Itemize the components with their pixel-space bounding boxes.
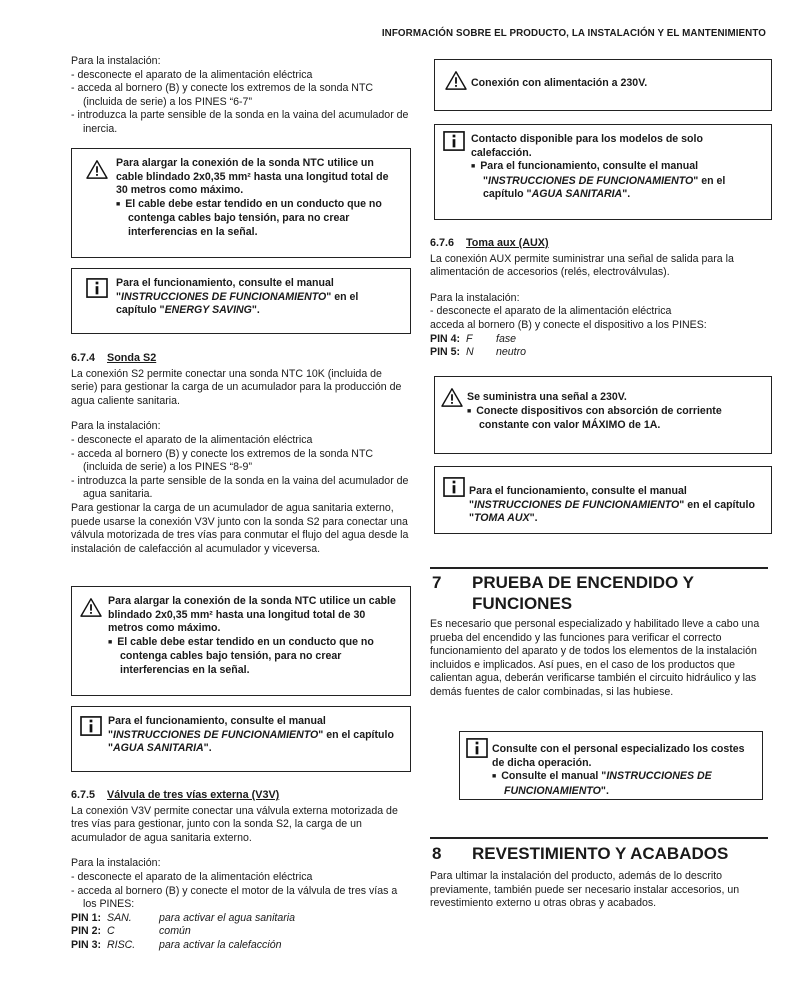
install-step: - acceda al bornero (B) y conecte los extremos de la sonda NTC (incluida de serie) a los PINES “6-7” bbox=[71, 82, 374, 108]
warning-triangle-icon bbox=[86, 159, 108, 179]
section-8-heading: 8 REVESTIMIENTO Y ACABADOS bbox=[432, 844, 729, 863]
install-intro: Para la instalación: bbox=[71, 55, 161, 67]
subsection-heading: 6.7.5 Válvula de tres vías externa (V3V) bbox=[71, 789, 280, 801]
chapter-name: TOMA AUX bbox=[474, 512, 530, 525]
warning-box-signal bbox=[434, 376, 772, 454]
manual-name: INSTRUCCIONES DE FUNCIONAMIENTO bbox=[121, 290, 327, 303]
warning-box-ntc-2 bbox=[71, 586, 411, 696]
subsection-heading: 6.7.6 Toma aux (AUX) bbox=[430, 237, 549, 249]
warning-box-230v bbox=[434, 59, 772, 111]
section-rule bbox=[430, 837, 768, 839]
info-text: Consulte con el personal especializado los costes de dicha operación. bbox=[492, 743, 745, 769]
running-header: INFORMACIÓN SOBRE EL PRODUCTO, LA INSTALACIÓN Y EL MANTENIMIENTO bbox=[381, 28, 766, 39]
info-text: Contacto disponible para los modelos de solo calefacción. bbox=[471, 133, 703, 159]
info-i-icon bbox=[86, 278, 108, 298]
warning-triangle-icon bbox=[80, 597, 102, 617]
paragraph: La conexión S2 permite conectar una sonda NTC 10K (incluida de serie) para gestionar la carga de un acumulador para la producción de agua caliente sanitaria. bbox=[71, 367, 402, 407]
pin-row: PIN 4: F fase bbox=[430, 332, 517, 345]
section-6-7-5 bbox=[71, 789, 411, 953]
install-step: - desconecte el aparato de la alimentación eléctrica bbox=[430, 305, 672, 318]
ntc-install-block bbox=[71, 55, 411, 137]
install-step: - desconecte el aparato de la alimentación eléctrica bbox=[71, 870, 313, 883]
section-rule bbox=[430, 567, 768, 569]
info-bullet: ■ Para el funcionamiento, consulte el manual "INSTRUCCIONES DE FUNCIONAMIENTO" en el capítulo "AGUA SANITARIA". bbox=[471, 160, 761, 202]
chapter-name: ENERGY SAVING bbox=[164, 304, 252, 317]
info-i-icon bbox=[80, 716, 102, 736]
info-box-energy: Para el funcionamiento, consulte el manual "INSTRUCCIONES DE FUNCIONAMIENTO" en el capítulo "ENERGY SAVING". bbox=[71, 268, 411, 334]
paragraph: La conexión V3V permite conectar una válvula externa motorizada de tres vías para gestionar, junto con la sonda S2, la carga de un acumulador de agua sanitaria externo. bbox=[71, 804, 398, 844]
install-step: - desconecte el aparato de la alimentación eléctrica bbox=[71, 433, 313, 446]
manual-name: INSTRUCCIONES DE FUNCIONAMIENTO bbox=[474, 498, 680, 511]
install-intro: Para la instalación: bbox=[430, 291, 520, 304]
info-box-agua: Para el funcionamiento, consulte el manual "INSTRUCCIONES DE FUNCIONAMIENTO" en el capítulo "AGUA SANITARIA". bbox=[71, 706, 411, 772]
warning-bullet: ■ El cable debe estar tendido en un conducto que no contenga cables bajo tensión, para no crear interferencias en la señal. bbox=[108, 636, 400, 678]
info-i-icon bbox=[443, 131, 465, 151]
info-i-icon bbox=[466, 738, 488, 758]
pin-row: PIN 5: N neutro bbox=[430, 346, 527, 359]
warning-triangle-icon bbox=[445, 70, 467, 90]
manual-name: INSTRUCCIONES DE FUNCIONAMIENTO bbox=[113, 728, 319, 741]
install-step: - acceda al bornero (B) y conecte los extremos de la sonda NTC (incluida de serie) a los PINES “8-9” bbox=[71, 447, 374, 474]
info-bullet: ■ Consulte el manual "INSTRUCCIONES DE FUNCIONAMIENTO". bbox=[492, 770, 752, 798]
paragraph: Para gestionar la carga de un acumulador de agua sanitaria externo, puede usarse la conexión V3V junto con la sonda S2 para conectar una válvula motorizada de tres vías para conmutar el flujo del agua desde la instalación de calefacción al acumulador y viceversa. bbox=[71, 501, 409, 555]
warning-bullet: ■ Conecte dispositivos con absorción de corriente constante con valor MÁXIMO de 1A. bbox=[467, 405, 761, 433]
paragraph: La conexión AUX permite suministrar una señal de salida para la alimentación de accesorios (relés, electroválvulas). bbox=[430, 252, 734, 279]
install-step: - acceda al bornero (B) y conecte el motor de la válvula de tres vías a los PINES: bbox=[71, 884, 398, 911]
install-intro: Para la instalación: bbox=[71, 857, 161, 870]
section-6-7-4 bbox=[71, 352, 411, 556]
warning-box-ntc bbox=[71, 148, 411, 258]
info-box-toma: Para el funcionamiento, consulte el manual "INSTRUCCIONES DE FUNCIONAMIENTO" en el capítulo "TOMA AUX". bbox=[434, 466, 772, 534]
install-step: - introduzca la parte sensible de la sonda en la vaina del acumulador de agua sanitaria. bbox=[71, 474, 409, 501]
warning-text: Conexión con alimentación a 230V. bbox=[471, 77, 648, 89]
install-step: - desconecte el aparato de la alimentación eléctrica bbox=[71, 68, 313, 81]
section-7-heading: 7 PRUEBA DE ENCENDIDO Y FUNCIONES bbox=[432, 573, 694, 613]
warning-text: Se suministra una señal a 230V. bbox=[467, 391, 627, 403]
warning-text: Para alargar la conexión de la sonda NTC utilice un cable blindado 2x0,35 mm² hasta una longitud total de 30 metros como máximo. bbox=[116, 157, 389, 197]
warning-text: Para alargar la conexión de la sonda NTC utilice un cable blindado 2x0,35 mm² hasta una longitud total de 30 metros como máximo. bbox=[108, 595, 396, 635]
warning-bullet: ■ El cable debe estar tendido en un conducto que no contenga cables bajo tensión, para no crear interferencias en la señal. bbox=[116, 198, 400, 240]
pin-row: PIN 3: RISC. para activar la calefacción bbox=[71, 938, 282, 951]
section-8-body: Para ultimar la instalación del producto, además de lo descrito previamente, también puede ser necesario instalar accesorios, un revestimiento externo u otras obras y acabados. bbox=[430, 870, 740, 910]
pin-row: PIN 2: C común bbox=[71, 925, 191, 938]
warning-triangle-icon bbox=[441, 387, 463, 407]
info-i-icon bbox=[443, 477, 465, 497]
install-step: acceda al bornero (B) y conecte el dispositivo a los PINES: bbox=[430, 318, 707, 331]
section-6-7-6 bbox=[430, 237, 772, 360]
section-7-body: Es necesario que personal especializado y habilitado lleve a cabo una prueba del encendido y las funciones para verificar el correcto funcionamiento del aparato y de todos los elementos de la instalación incluidos e implicados. Así pues, en el caso de los productos que calientan agua, deberán verificarse también el circuito hidráulico y las demás fuentes de calor combinadas, si las hubiese. bbox=[430, 618, 760, 698]
install-step: - introduzca la parte sensible de la sonda en la vaina del acumulador de inercia. bbox=[71, 109, 409, 135]
info-box-contact bbox=[434, 124, 772, 220]
chapter-name: AGUA SANITARIA bbox=[113, 742, 204, 755]
install-intro: Para la instalación: bbox=[71, 420, 161, 433]
pin-row: PIN 1: SAN. para activar el agua sanitaria bbox=[71, 911, 296, 924]
subsection-heading: 6.7.4 Sonda S2 bbox=[71, 352, 157, 364]
info-box-sec7 bbox=[459, 731, 763, 800]
